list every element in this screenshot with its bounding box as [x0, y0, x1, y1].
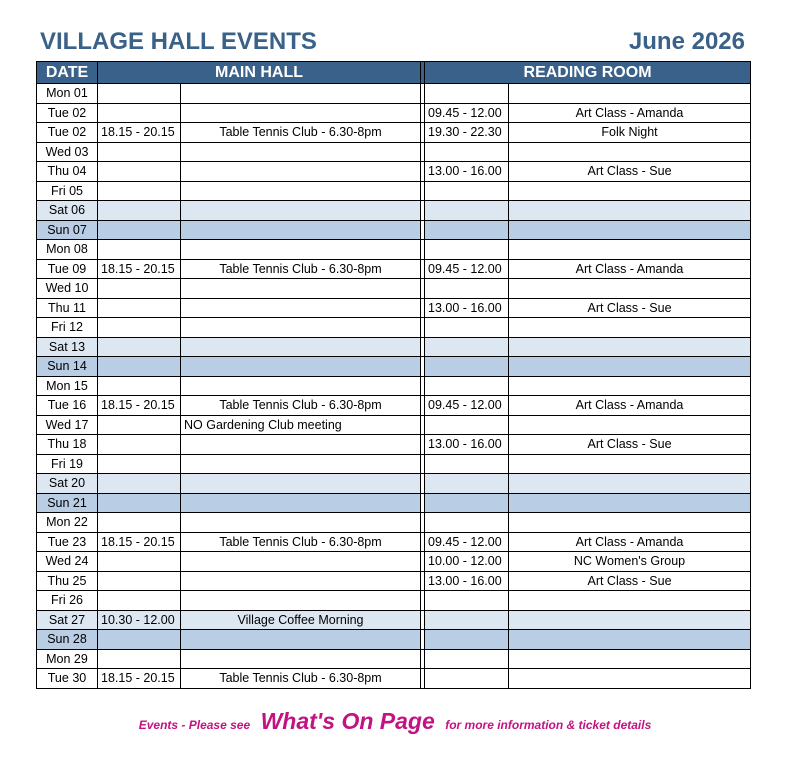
- main-hall-time-cell: [98, 240, 181, 260]
- reading-room-event-cell: Art Class - Amanda: [509, 103, 751, 123]
- main-hall-time-cell: 10.30 - 12.00: [98, 610, 181, 630]
- reading-room-time-cell: [425, 415, 509, 435]
- main-hall-event-cell: [181, 474, 421, 494]
- reading-room-time-cell: 13.00 - 16.00: [425, 571, 509, 591]
- reading-room-time-cell: 13.00 - 16.00: [425, 162, 509, 182]
- reading-room-event-cell: Art Class - Sue: [509, 162, 751, 182]
- reading-room-time-cell: [425, 318, 509, 338]
- date-cell: Sun 14: [37, 357, 98, 377]
- main-hall-event-cell: [181, 103, 421, 123]
- reading-room-time-cell: [425, 279, 509, 299]
- main-hall-time-cell: [98, 513, 181, 533]
- table-row: [37, 435, 751, 455]
- date-cell: Tue 30: [37, 669, 98, 689]
- main-hall-event-cell: Village Coffee Morning: [181, 610, 421, 630]
- date-cell: Tue 23: [37, 532, 98, 552]
- reading-room-time-cell: [425, 610, 509, 630]
- table-row: [37, 298, 751, 318]
- main-hall-event-cell: [181, 630, 421, 650]
- reading-room-event-cell: Art Class - Amanda: [509, 396, 751, 416]
- reading-room-event-cell: [509, 279, 751, 299]
- date-cell: Fri 26: [37, 591, 98, 611]
- table-row: [37, 649, 751, 669]
- date-cell: Mon 22: [37, 513, 98, 533]
- reading-room-event-cell: [509, 591, 751, 611]
- main-hall-time-cell: 18.15 - 20.15: [98, 396, 181, 416]
- main-hall-time-cell: [98, 142, 181, 162]
- month-label: June 2026: [628, 28, 745, 55]
- main-hall-time-cell: 18.15 - 20.15: [98, 669, 181, 689]
- main-hall-time-cell: [98, 454, 181, 474]
- date-cell: Wed 17: [37, 415, 98, 435]
- main-hall-event-cell: [181, 591, 421, 611]
- reading-room-event-cell: Art Class - Amanda: [509, 259, 751, 279]
- table-row: [37, 552, 751, 572]
- main-hall-column-header: MAIN HALL: [98, 62, 421, 84]
- reading-room-event-cell: Art Class - Amanda: [509, 532, 751, 552]
- reading-room-event-cell: [509, 493, 751, 513]
- table-row: [37, 337, 751, 357]
- main-hall-time-cell: 18.15 - 20.15: [98, 259, 181, 279]
- footer-prefix: Events - Please see: [138, 718, 251, 732]
- main-hall-event-cell: Table Tennis Club - 6.30-8pm: [181, 123, 421, 143]
- table-row: [37, 474, 751, 494]
- main-hall-event-cell: Table Tennis Club - 6.30-8pm: [181, 396, 421, 416]
- reading-room-time-cell: [425, 493, 509, 513]
- table-row: [37, 396, 751, 416]
- table-row: [37, 181, 751, 201]
- reading-room-event-cell: [509, 337, 751, 357]
- reading-room-event-cell: [509, 649, 751, 669]
- main-hall-event-cell: [181, 220, 421, 240]
- date-cell: Wed 24: [37, 552, 98, 572]
- main-hall-time-cell: [98, 220, 181, 240]
- main-hall-time-cell: [98, 649, 181, 669]
- table-row: [37, 259, 751, 279]
- main-hall-event-cell: [181, 376, 421, 396]
- reading-room-time-cell: 10.00 - 12.00: [425, 552, 509, 572]
- reading-room-time-cell: [425, 201, 509, 221]
- main-hall-event-cell: [181, 454, 421, 474]
- main-hall-time-cell: [98, 630, 181, 650]
- reading-room-event-cell: Art Class - Sue: [509, 435, 751, 455]
- main-hall-event-cell: Table Tennis Club - 6.30-8pm: [181, 259, 421, 279]
- main-hall-event-cell: [181, 513, 421, 533]
- reading-room-event-cell: [509, 181, 751, 201]
- main-hall-time-cell: [98, 571, 181, 591]
- reading-room-event-cell: [509, 357, 751, 377]
- main-hall-time-cell: [98, 415, 181, 435]
- reading-room-event-cell: [509, 610, 751, 630]
- date-cell: Sun 28: [37, 630, 98, 650]
- main-hall-time-cell: [98, 298, 181, 318]
- reading-room-time-cell: 13.00 - 16.00: [425, 435, 509, 455]
- main-hall-event-cell: NO Gardening Club meeting: [181, 415, 421, 435]
- date-cell: Tue 02: [37, 123, 98, 143]
- reading-room-event-cell: Art Class - Sue: [509, 571, 751, 591]
- table-row: [37, 630, 751, 650]
- reading-room-event-cell: [509, 474, 751, 494]
- reading-room-time-cell: [425, 376, 509, 396]
- reading-room-time-cell: [425, 240, 509, 260]
- table-row: [37, 610, 751, 630]
- main-hall-event-cell: [181, 84, 421, 104]
- table-row: [37, 240, 751, 260]
- date-cell: Mon 15: [37, 376, 98, 396]
- reading-room-event-cell: [509, 318, 751, 338]
- reading-room-time-cell: [425, 630, 509, 650]
- main-hall-time-cell: [98, 357, 181, 377]
- reading-room-time-cell: 09.45 - 12.00: [425, 259, 509, 279]
- main-hall-event-cell: [181, 279, 421, 299]
- main-hall-event-cell: [181, 337, 421, 357]
- events-table: [36, 61, 751, 689]
- main-hall-event-cell: [181, 181, 421, 201]
- reading-room-time-cell: 09.45 - 12.00: [425, 103, 509, 123]
- main-hall-event-cell: [181, 201, 421, 221]
- reading-room-time-cell: 13.00 - 16.00: [425, 298, 509, 318]
- reading-room-time-cell: [425, 513, 509, 533]
- table-row: [37, 220, 751, 240]
- table-row: [37, 357, 751, 377]
- main-hall-time-cell: [98, 181, 181, 201]
- table-row: [37, 142, 751, 162]
- reading-room-time-cell: [425, 454, 509, 474]
- main-hall-time-cell: [98, 474, 181, 494]
- reading-room-event-cell: NC Women's Group: [509, 552, 751, 572]
- reading-room-event-cell: [509, 630, 751, 650]
- table-row: [37, 513, 751, 533]
- reading-room-event-cell: [509, 240, 751, 260]
- reading-room-time-cell: 09.45 - 12.00: [425, 396, 509, 416]
- date-cell: Fri 05: [37, 181, 98, 201]
- main-hall-time-cell: [98, 591, 181, 611]
- main-hall-time-cell: [98, 435, 181, 455]
- main-hall-time-cell: [98, 103, 181, 123]
- reading-room-time-cell: [425, 649, 509, 669]
- main-hall-time-cell: [98, 376, 181, 396]
- date-cell: Tue 16: [37, 396, 98, 416]
- main-hall-time-cell: [98, 279, 181, 299]
- date-cell: Thu 25: [37, 571, 98, 591]
- main-hall-event-cell: [181, 435, 421, 455]
- reading-room-time-cell: [425, 591, 509, 611]
- main-hall-time-cell: [98, 552, 181, 572]
- date-cell: Fri 12: [37, 318, 98, 338]
- date-cell: Thu 18: [37, 435, 98, 455]
- date-cell: Mon 29: [37, 649, 98, 669]
- reading-room-time-cell: [425, 142, 509, 162]
- whats-on-page-link[interactable]: What's On Page: [260, 708, 435, 734]
- date-column-header: DATE: [37, 62, 98, 84]
- reading-room-time-cell: [425, 474, 509, 494]
- main-hall-event-cell: [181, 298, 421, 318]
- table-row: [37, 123, 751, 143]
- main-hall-time-cell: [98, 493, 181, 513]
- reading-room-event-cell: [509, 142, 751, 162]
- date-cell: Fri 19: [37, 454, 98, 474]
- reading-room-event-cell: [509, 415, 751, 435]
- table-row: [37, 103, 751, 123]
- main-hall-event-cell: [181, 142, 421, 162]
- table-row: [37, 376, 751, 396]
- date-cell: Tue 09: [37, 259, 98, 279]
- reading-room-time-cell: [425, 181, 509, 201]
- reading-room-time-cell: [425, 357, 509, 377]
- table-row: [37, 532, 751, 552]
- events-table-body: [37, 84, 751, 689]
- reading-room-event-cell: [509, 669, 751, 689]
- reading-room-event-cell: [509, 513, 751, 533]
- footer-note: [0, 708, 790, 735]
- table-row: [37, 162, 751, 182]
- date-cell: Thu 04: [37, 162, 98, 182]
- main-hall-time-cell: 18.15 - 20.15: [98, 123, 181, 143]
- date-cell: Sat 27: [37, 610, 98, 630]
- reading-room-event-cell: [509, 201, 751, 221]
- reading-room-event-cell: [509, 84, 751, 104]
- table-row: [37, 571, 751, 591]
- table-row: [37, 415, 751, 435]
- table-row: [37, 669, 751, 689]
- date-cell: Wed 10: [37, 279, 98, 299]
- table-row: [37, 318, 751, 338]
- main-hall-event-cell: [181, 357, 421, 377]
- date-cell: Mon 01: [37, 84, 98, 104]
- table-row: [37, 84, 751, 104]
- reading-room-time-cell: [425, 337, 509, 357]
- table-row: [37, 454, 751, 474]
- date-cell: Sat 20: [37, 474, 98, 494]
- reading-room-time-cell: 09.45 - 12.00: [425, 532, 509, 552]
- reading-room-time-cell: [425, 669, 509, 689]
- main-hall-event-cell: [181, 240, 421, 260]
- date-cell: Sun 21: [37, 493, 98, 513]
- table-row: [37, 493, 751, 513]
- main-hall-event-cell: [181, 571, 421, 591]
- table-header-row: [37, 62, 751, 84]
- table-row: [37, 201, 751, 221]
- table-row: [37, 279, 751, 299]
- main-hall-time-cell: [98, 318, 181, 338]
- main-hall-time-cell: [98, 84, 181, 104]
- main-hall-time-cell: [98, 201, 181, 221]
- date-cell: Mon 08: [37, 240, 98, 260]
- reading-room-time-cell: 19.30 - 22.30: [425, 123, 509, 143]
- main-hall-time-cell: [98, 337, 181, 357]
- main-hall-event-cell: Table Tennis Club - 6.30-8pm: [181, 532, 421, 552]
- main-hall-time-cell: 18.15 - 20.15: [98, 532, 181, 552]
- reading-room-event-cell: [509, 220, 751, 240]
- main-hall-event-cell: [181, 649, 421, 669]
- date-cell: Tue 02: [37, 103, 98, 123]
- date-cell: Sun 07: [37, 220, 98, 240]
- main-hall-event-cell: [181, 318, 421, 338]
- date-cell: Sat 13: [37, 337, 98, 357]
- main-hall-event-cell: Table Tennis Club - 6.30-8pm: [181, 669, 421, 689]
- reading-room-event-cell: Folk Night: [509, 123, 751, 143]
- reading-room-time-cell: [425, 84, 509, 104]
- date-cell: Thu 11: [37, 298, 98, 318]
- footer-suffix: for more information & ticket details: [445, 718, 652, 732]
- main-hall-event-cell: [181, 162, 421, 182]
- main-hall-event-cell: [181, 493, 421, 513]
- date-cell: Wed 03: [37, 142, 98, 162]
- main-hall-time-cell: [98, 162, 181, 182]
- main-hall-event-cell: [181, 552, 421, 572]
- reading-room-event-cell: [509, 454, 751, 474]
- page-title: VILLAGE HALL EVENTS: [40, 28, 317, 55]
- reading-room-time-cell: [425, 220, 509, 240]
- reading-room-event-cell: [509, 376, 751, 396]
- date-cell: Sat 06: [37, 201, 98, 221]
- reading-room-event-cell: Art Class - Sue: [509, 298, 751, 318]
- table-row: [37, 591, 751, 611]
- reading-room-column-header: READING ROOM: [425, 62, 751, 84]
